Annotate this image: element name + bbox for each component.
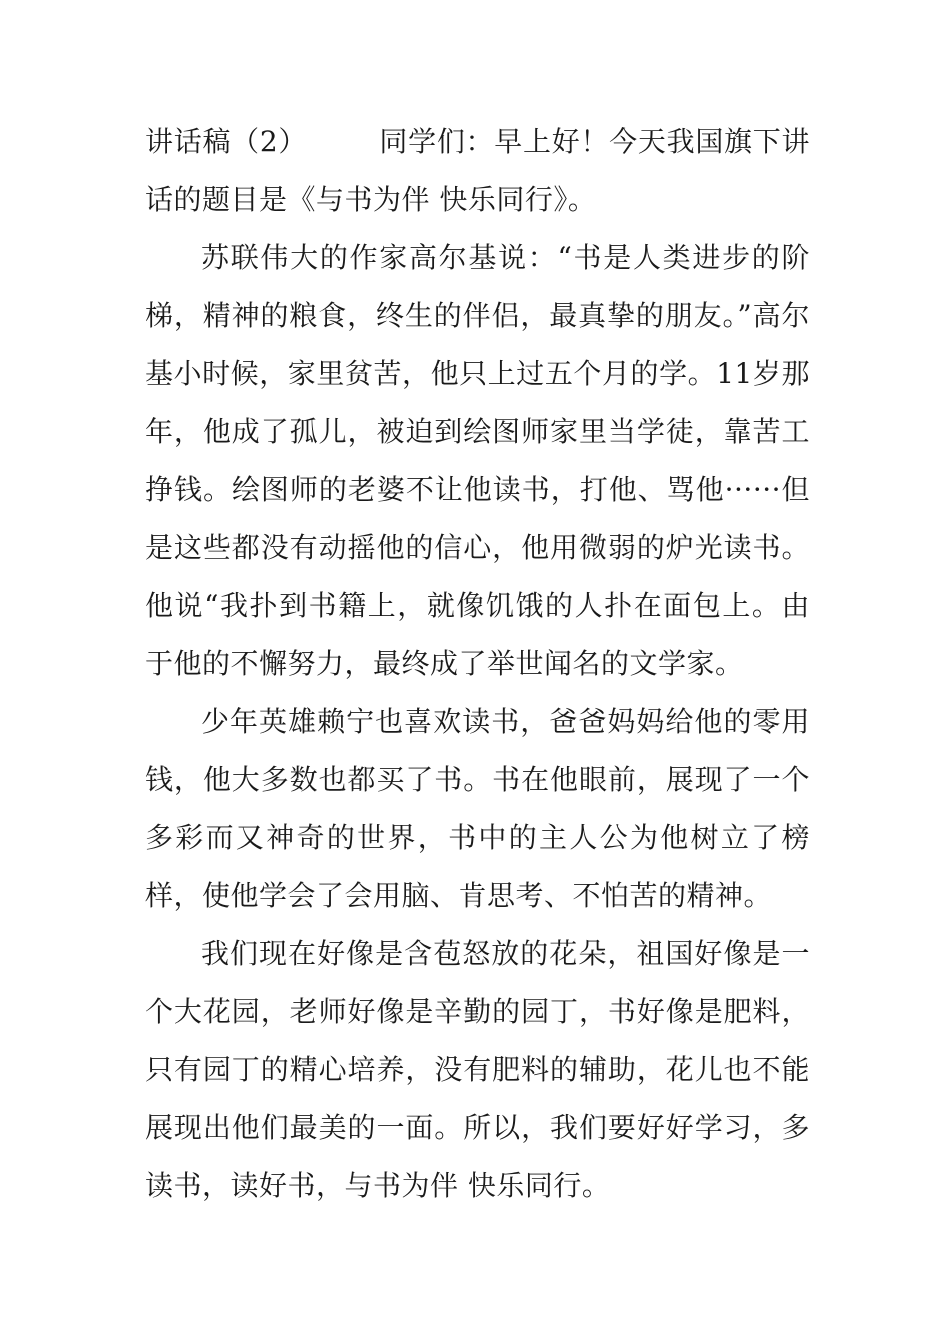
- greeting-text: 同学们：早上好！今天我国旗下讲话的题目是《与书为伴 快乐同行》。: [145, 125, 810, 216]
- paragraph-gorky: 苏联伟大的作家高尔基说：“书是人类进步的阶梯，精神的粮食，终生的伴侣，最真挚的朋友。”高尔基小时候，家里贫苦，他只上过五个月的学。11岁那年，他成了孤儿，被迫到绘图师家里当学徒，靠苦工挣钱。绘图师的老婆不让他读书，打他、骂他······但是这些都没有动摇他的信心，他用微弱的炉光读书。他说“我扑到书籍上，就像饥饿的人扑在面包上。由于他的不懈努力，最终成了举世闻名的文学家。: [145, 241, 810, 680]
- document-heading: 讲话稿（2）: [145, 125, 308, 158]
- paragraph-intro: [145, 113, 810, 229]
- paragraph-conclusion: 我们现在好像是含苞怒放的花朵，祖国好像是一个大花园，老师好像是辛勤的园丁，书好像是肥料，只有园丁的精心培养，没有肥料的辅助，花儿也不能展现出他们最美的一面。所以，我们要好好学习，多读书，读好书，与书为伴 快乐同行。: [145, 937, 810, 1202]
- paragraph-lai-ning: 少年英雄赖宁也喜欢读书，爸爸妈妈给他的零用钱，他大多数也都买了书。书在他眼前，展现了一个多彩而又神奇的世界，书中的主人公为他树立了榜样，使他学会了会用脑、肯思考、不怕苦的精神。: [145, 705, 810, 912]
- speech-body: [145, 113, 810, 1215]
